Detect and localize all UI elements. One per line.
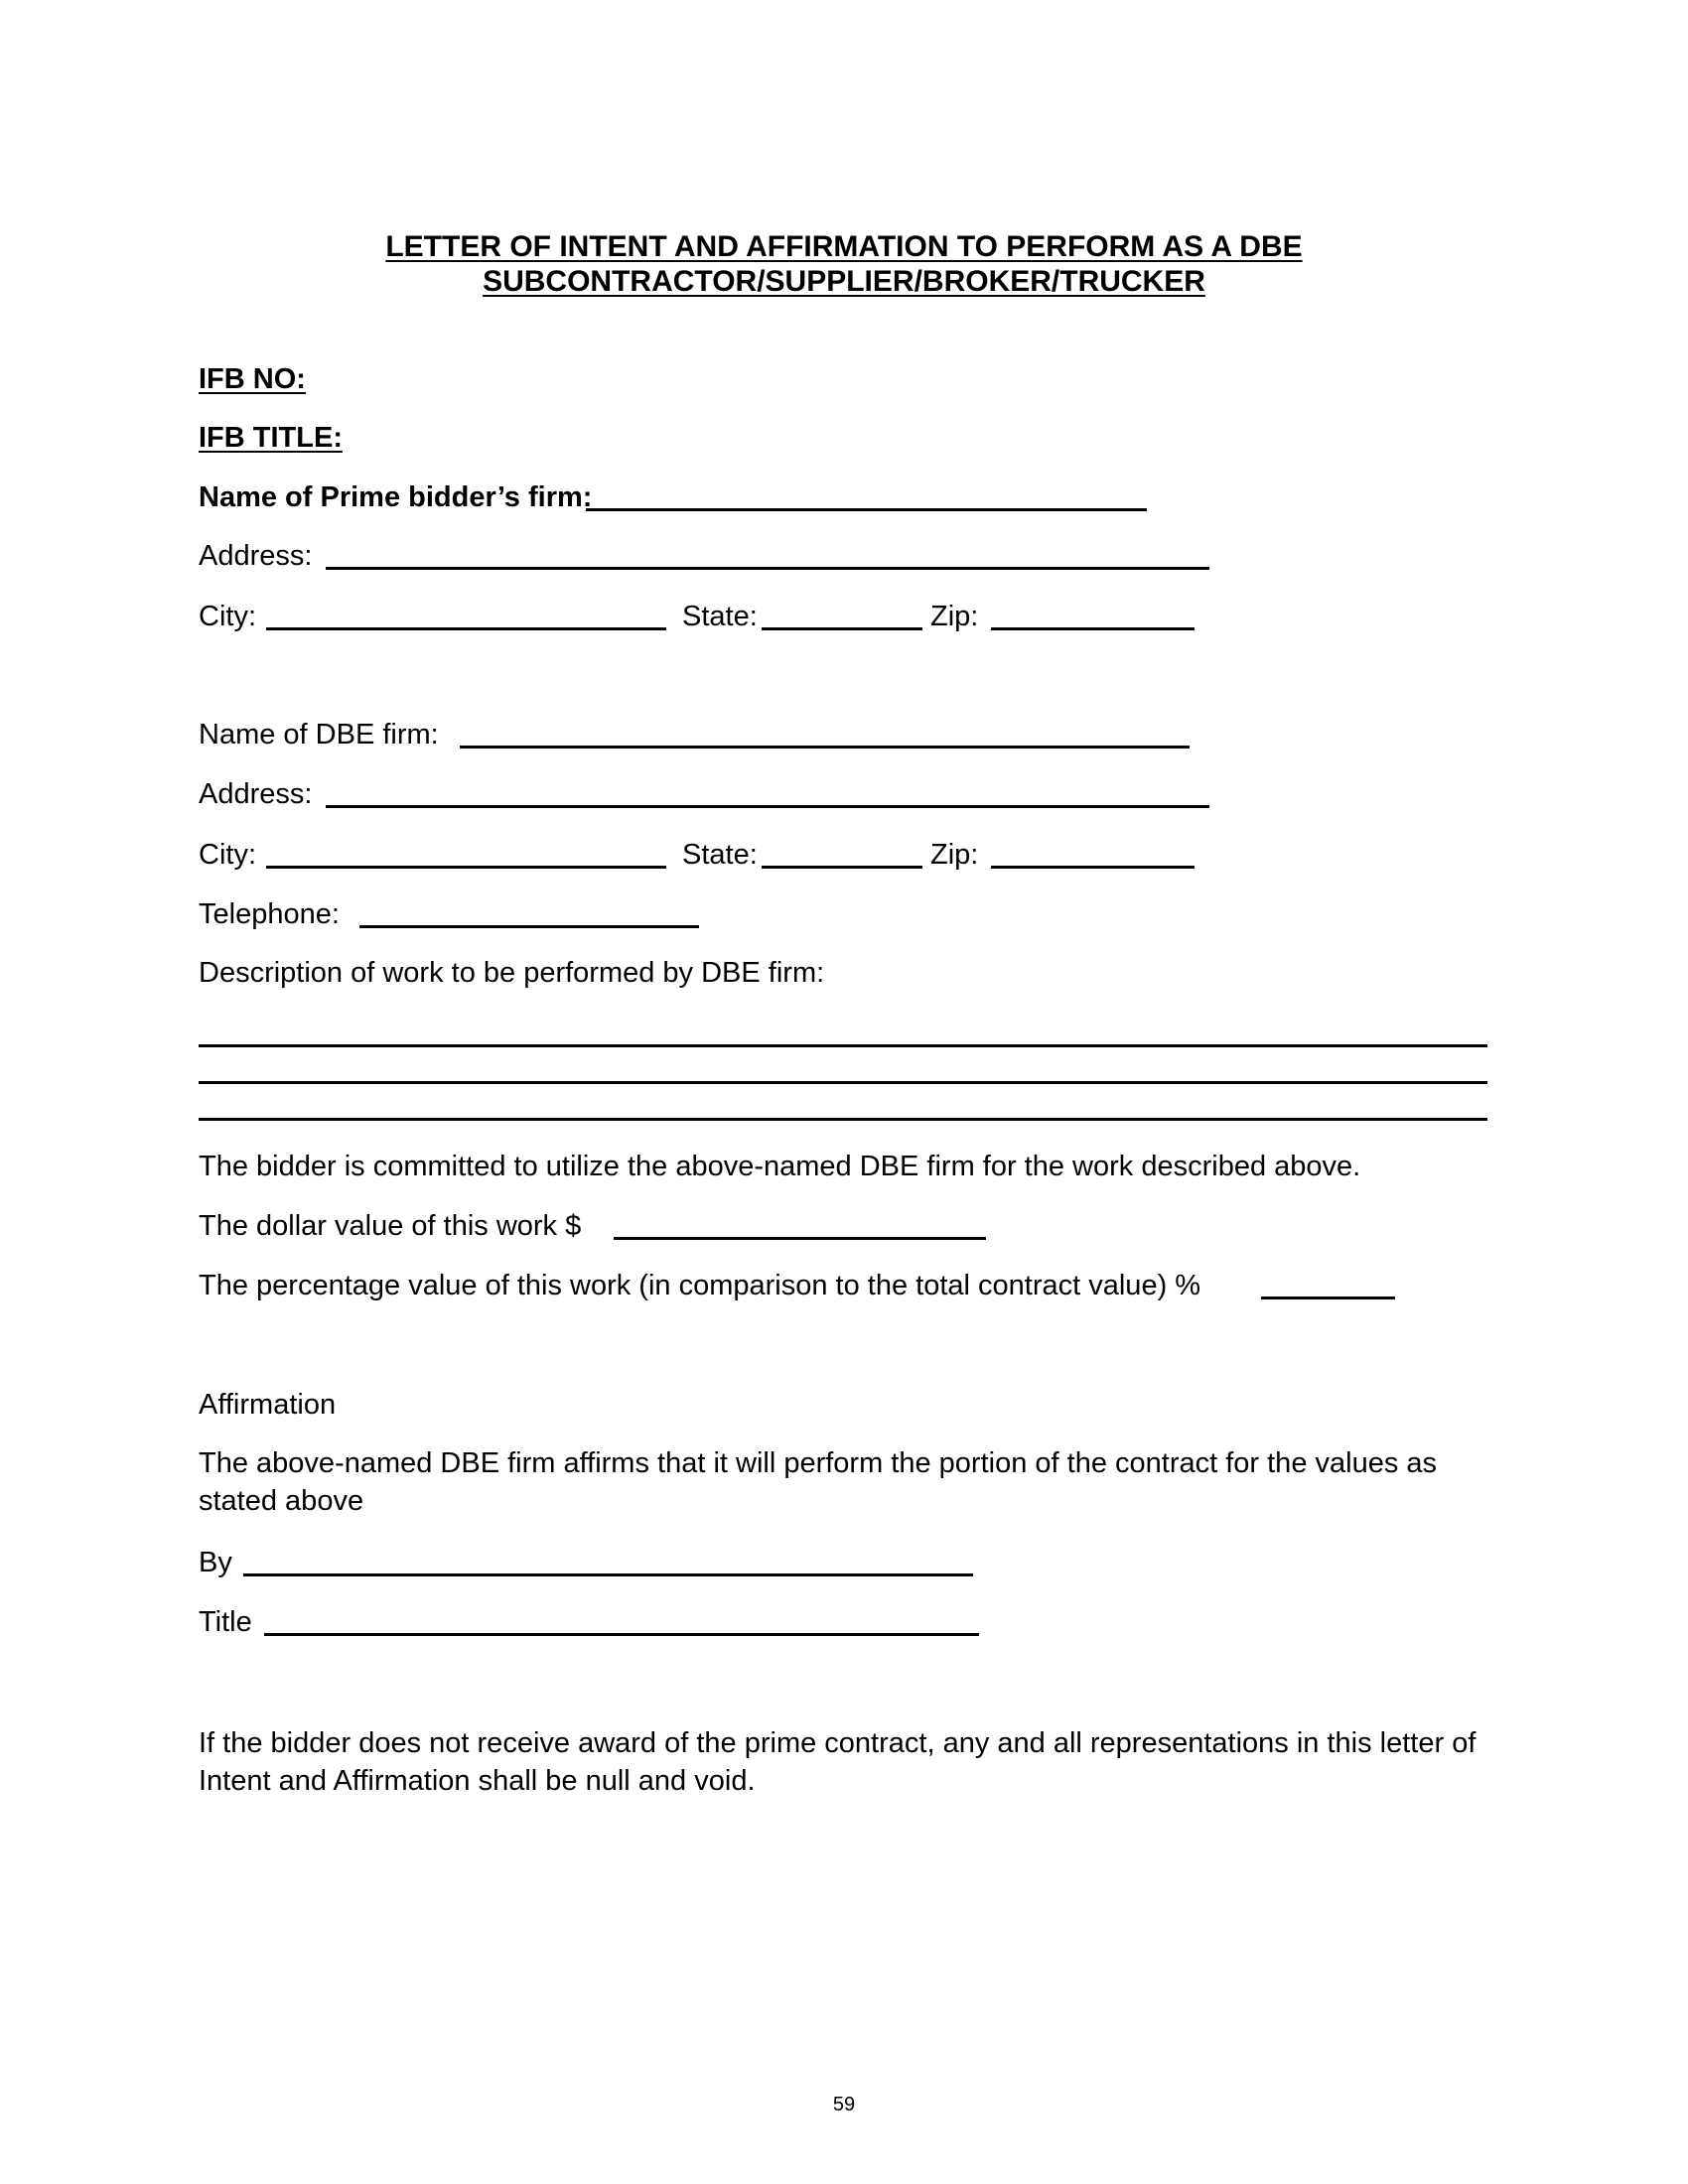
by-signature-field[interactable] — [243, 1573, 973, 1576]
dbe-address-label: Address: — [199, 778, 313, 810]
title-field[interactable] — [264, 1633, 979, 1636]
affirmation-text: The above-named DBE firm affirms that it will perform the portion of the contract for the values as stated above — [199, 1447, 1438, 1517]
description-line-3[interactable] — [199, 1118, 1487, 1121]
percentage-field[interactable] — [1261, 1297, 1395, 1299]
dbe-state-label: State: — [682, 839, 758, 871]
dollar-value-label: The dollar value of this work $ — [199, 1210, 582, 1242]
prime-city-label: City: — [199, 601, 256, 632]
telephone-field[interactable] — [359, 925, 699, 928]
dbe-city-label: City: — [199, 839, 256, 871]
dbe-state-field[interactable] — [762, 866, 922, 869]
dbe-city-field[interactable] — [266, 866, 666, 869]
commitment-text: The bidder is committed to utilize the above-named DBE firm for the work described above. — [199, 1151, 1361, 1182]
ifb-title-label: IFB TITLE: — [199, 422, 343, 454]
ifb-no-label: IFB NO: — [199, 363, 306, 395]
document-title-line-1: LETTER OF INTENT AND AFFIRMATION TO PERFORM AS A DBE — [385, 230, 1303, 263]
description-label: Description of work to be performed by DBE firm: — [199, 957, 825, 989]
dbe-firm-label: Name of DBE firm: — [199, 719, 439, 751]
prime-firm-field[interactable] — [586, 508, 1147, 511]
description-line-1[interactable] — [199, 1044, 1487, 1047]
prime-state-field[interactable] — [762, 627, 922, 630]
document-title-line-2: SUBCONTRACTOR/SUPPLIER/BROKER/TRUCKER — [483, 265, 1205, 298]
prime-zip-field[interactable] — [991, 627, 1195, 630]
dbe-zip-label: Zip: — [930, 839, 979, 871]
dbe-zip-field[interactable] — [991, 866, 1195, 869]
prime-zip-label: Zip: — [930, 601, 979, 632]
affirmation-heading: Affirmation — [199, 1389, 337, 1421]
dbe-address-field[interactable] — [326, 805, 1209, 808]
telephone-label: Telephone: — [199, 898, 340, 930]
prime-state-label: State: — [682, 601, 758, 632]
dollar-value-field[interactable] — [614, 1237, 986, 1240]
percentage-label: The percentage value of this work (in comparison to the total contract value) % — [199, 1270, 1201, 1301]
prime-address-field[interactable] — [326, 567, 1209, 570]
prime-city-field[interactable] — [266, 627, 666, 630]
description-line-2[interactable] — [199, 1081, 1487, 1084]
prime-address-label: Address: — [199, 540, 313, 572]
title-label: Title — [199, 1606, 252, 1638]
prime-firm-label: Name of Prime bidder’s firm: — [199, 481, 593, 513]
null-void-text: If the bidder does not receive award of the prime contract, any and all representations in this letter of Intent and Affirmation shall be null and void. — [199, 1727, 1477, 1797]
page-number: 59 — [832, 2094, 856, 2116]
dbe-firm-field[interactable] — [460, 746, 1190, 749]
by-label: By — [199, 1547, 232, 1578]
